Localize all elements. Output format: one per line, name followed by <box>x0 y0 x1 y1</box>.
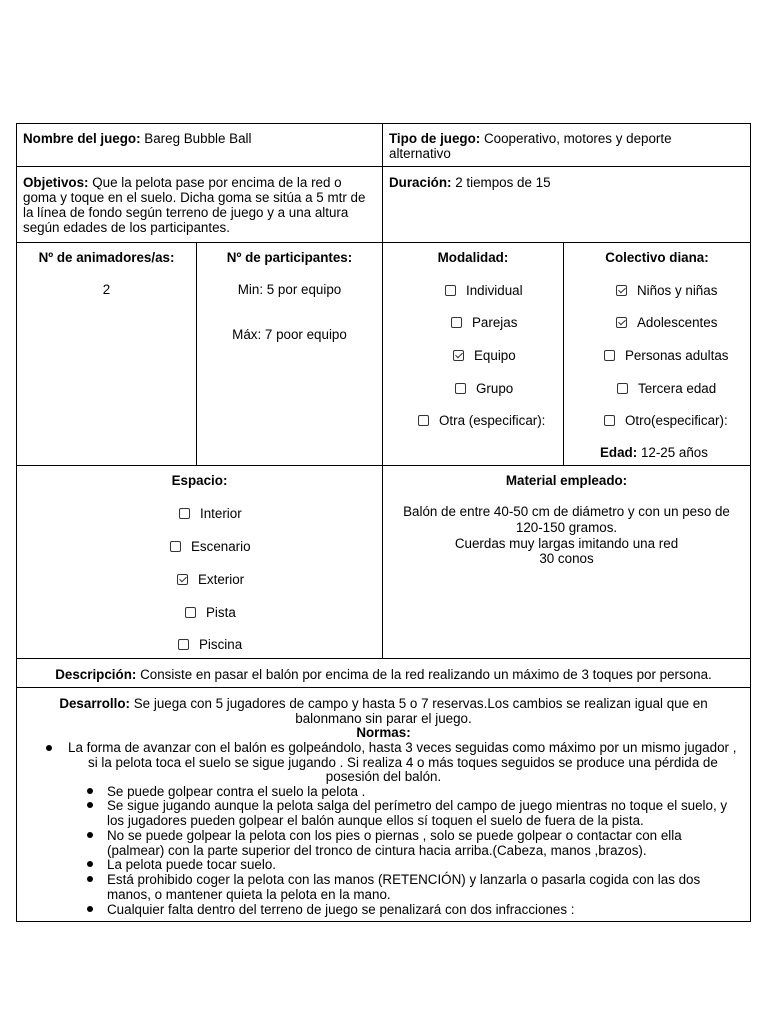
norma-subitem: Está prohibido coger la pelota con las manos (RETENCIÓN) y lanzarla o pasarla cogida con las dos <box>107 872 701 887</box>
espacio-label: Espacio: <box>171 473 228 488</box>
checkbox-icon[interactable] <box>451 317 462 328</box>
espacio-option[interactable]: Interior <box>179 506 242 521</box>
desarrollo-value: Se juega con 5 jugadores de campo y hasta 5 o 7 reservas.Los cambios se realizan igual que en <box>133 696 708 711</box>
checkbox-checked-icon[interactable] <box>616 285 627 296</box>
modalidad-option[interactable]: Individual <box>445 283 523 298</box>
material-line: Cuerdas muy largas imitando una red <box>454 536 679 551</box>
tipo-value: Cooperativo, motores y deporte alternativo <box>389 131 672 161</box>
animadores-label: Nº de animadores/as: <box>38 250 175 265</box>
row-divider <box>16 658 751 659</box>
edad-value: 12-25 años <box>640 445 708 460</box>
desarrollo-line <box>17 696 750 711</box>
row-divider <box>16 242 751 243</box>
espacio-option[interactable]: Piscina <box>178 637 242 652</box>
bullet-icon <box>87 832 93 838</box>
espacio-option[interactable]: Exterior <box>177 572 244 587</box>
norma-subitem: los jugadores pueden golpear el balón aunque ellos sí toquen el suelo de fuera de la pista. <box>107 813 644 828</box>
checkbox-icon[interactable] <box>418 415 429 426</box>
col-divider <box>382 123 383 658</box>
checkbox-icon[interactable] <box>185 607 196 618</box>
material-line: 30 conos <box>539 551 594 566</box>
modalidad-option[interactable]: Parejas <box>451 315 517 330</box>
bullet-icon <box>87 876 93 882</box>
participantes-max: Máx: 7 poor equipo <box>232 327 347 342</box>
participantes-min: Min: 5 por equipo <box>237 282 342 297</box>
norma-item: si la pelota toca el suelo se sigue jugando . Si realiza 4 o más toques seguidos se produce una pérdida de <box>88 755 718 770</box>
animadores-value: 2 <box>102 282 111 297</box>
objetivos-cell <box>23 175 373 235</box>
checkbox-checked-icon[interactable] <box>453 350 464 361</box>
colectivo-option[interactable]: Otro(especificar): <box>604 413 728 428</box>
norma-subitem: No se puede golpear la pelota con los pies o piernas , solo se puede golpear o contactar con ella <box>107 828 682 843</box>
normas-heading: Normas: <box>356 725 411 740</box>
participantes-cell <box>197 250 382 265</box>
nombre-value: Bareg Bubble Ball <box>144 131 252 146</box>
norma-subitem: Se sigue jugando aunque la pelota salga del perímetro del campo de juego mientras no toque el suelo, y <box>107 798 728 813</box>
checkbox-icon[interactable] <box>604 350 615 361</box>
desarrollo-line: balonmano sin parar el juego. <box>295 711 472 726</box>
col-divider <box>563 242 564 465</box>
descripcion-cell <box>17 667 750 682</box>
modalidad-option[interactable]: Otra (especificar): <box>418 413 545 428</box>
row-divider <box>16 465 751 466</box>
colectivo-option[interactable]: Tercera edad <box>617 381 716 396</box>
participantes-label: Nº de participantes: <box>226 250 353 265</box>
modalidad-label: Modalidad: <box>437 250 509 265</box>
bullet-icon <box>87 906 93 912</box>
colectivo-option[interactable]: Adolescentes <box>616 315 717 330</box>
norma-item: posesión del balón. <box>325 769 442 784</box>
colectivo-option[interactable]: Personas adultas <box>604 348 728 363</box>
material-line: 120-150 gramos. <box>515 520 618 535</box>
row-divider <box>16 687 751 688</box>
material-header <box>383 473 750 488</box>
nombre-label: Nombre del juego: <box>23 131 141 146</box>
nombre-cell <box>23 131 373 146</box>
modalidad-option[interactable]: Grupo <box>455 381 513 396</box>
norma-subitem: manos, o mantener quieta la pelota en la mano. <box>107 887 391 902</box>
edad-label: Edad: <box>600 445 638 460</box>
duracion-label: Duración: <box>389 175 452 190</box>
desarrollo-label: Desarrollo: <box>59 696 131 711</box>
col-divider <box>196 242 197 465</box>
modalidad-header <box>383 250 563 265</box>
duracion-value: 2 tiempos de 15 <box>455 175 551 190</box>
norma-subitem: (palmear) con la parte superior del tronco de cintura hacia arriba.(Cabeza, manos ,brazos). <box>107 843 647 858</box>
edad-field <box>600 445 708 460</box>
checkbox-icon[interactable] <box>604 415 615 426</box>
colectivo-label: Colectivo diana: <box>605 250 709 265</box>
espacio-header <box>17 473 382 488</box>
colectivo-header <box>564 250 750 265</box>
checkbox-icon[interactable] <box>445 285 456 296</box>
material-line: Balón de entre 40-50 cm de diámetro y con un peso de <box>403 504 730 519</box>
material-label: Material empleado: <box>505 473 628 488</box>
espacio-option[interactable]: Escenario <box>170 539 251 554</box>
tipo-cell <box>389 131 709 161</box>
modalidad-option[interactable]: Equipo <box>453 348 516 363</box>
norma-subitem: Se puede golpear contra el suelo la pelota . <box>107 784 366 799</box>
norma-subitem: Cualquier falta dentro del terreno de juego se penalizará con dos infracciones : <box>107 902 575 917</box>
norma-item: La forma de avanzar con el balón es golpeándolo, hasta 3 veces seguidas como máximo por un mismo jugador , <box>68 740 737 755</box>
animadores-cell <box>17 250 196 265</box>
bullet-icon <box>46 745 52 751</box>
checkbox-icon[interactable] <box>455 383 466 394</box>
objetivos-label: Objetivos: <box>23 175 89 190</box>
bullet-icon <box>87 861 93 867</box>
colectivo-option[interactable]: Niños y niñas <box>616 283 717 298</box>
bullet-icon <box>87 788 93 794</box>
tipo-label: Tipo de juego: <box>389 131 481 146</box>
checkbox-icon[interactable] <box>170 541 181 552</box>
descripcion-value: Consiste en pasar el balón por encima de la red realizando un máximo de 3 toques por persona. <box>140 667 712 682</box>
descripcion-label: Descripción: <box>55 667 137 682</box>
checkbox-checked-icon[interactable] <box>616 317 627 328</box>
checkbox-icon[interactable] <box>178 639 189 650</box>
duracion-cell <box>389 175 739 190</box>
checkbox-checked-icon[interactable] <box>177 574 188 585</box>
bullet-icon <box>87 802 93 808</box>
checkbox-icon[interactable] <box>179 508 190 519</box>
row-divider <box>16 166 751 167</box>
espacio-option[interactable]: Pista <box>185 605 236 620</box>
objetivos-value: Que la pelota pase por encima de la red o goma y toque en el suelo. Dicha goma se sitúa a 5 mtr de la línea de fondo según terreno de juego y a una altura según edades de los participantes. <box>23 175 366 235</box>
norma-subitem: La pelota puede tocar suelo. <box>107 857 276 872</box>
checkbox-icon[interactable] <box>617 383 628 394</box>
